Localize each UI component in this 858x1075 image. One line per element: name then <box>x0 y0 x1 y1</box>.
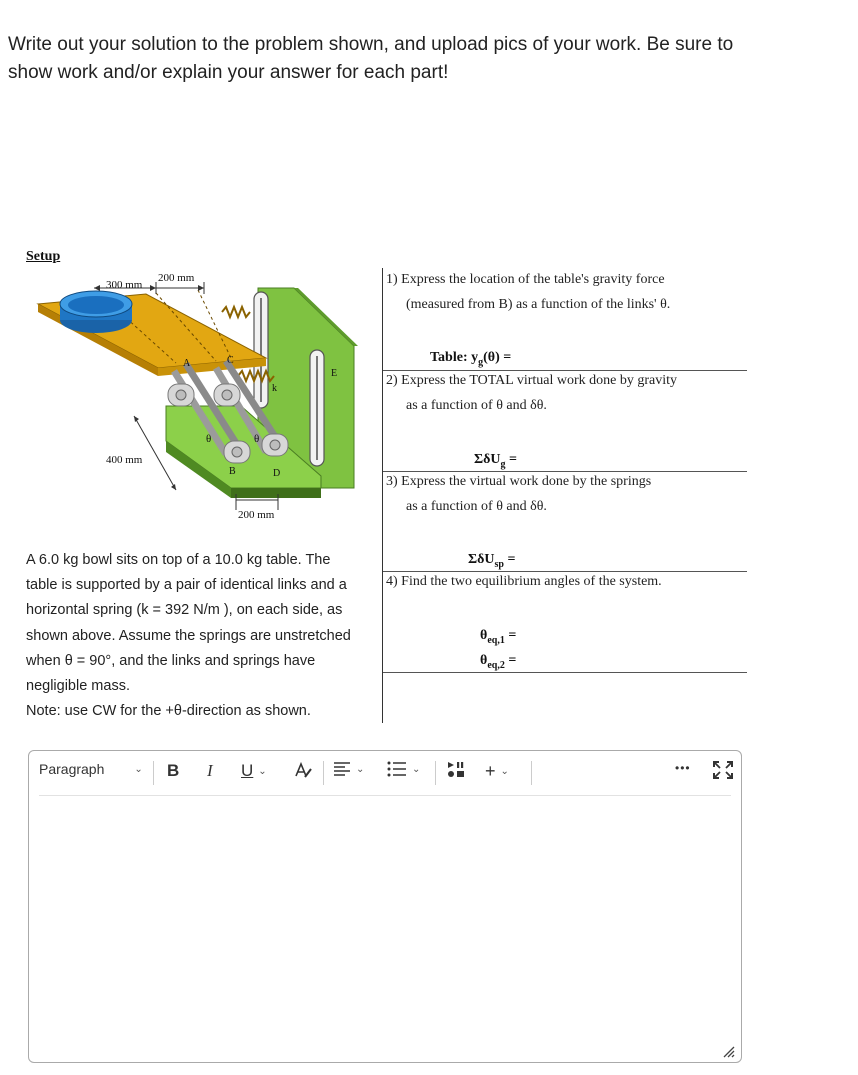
bold-button[interactable]: B <box>167 761 180 780</box>
question-1-line2: (measured from B) as a function of the links' θ. <box>406 297 671 312</box>
insert-button[interactable] <box>485 761 509 782</box>
resize-handle-icon[interactable] <box>721 1044 735 1058</box>
q3-answer-tail: = <box>507 552 516 567</box>
question-1 <box>386 272 670 313</box>
align-button[interactable] <box>333 761 364 777</box>
question-1-line1: 1) Express the location of the table's gravity force <box>386 272 665 287</box>
question-2-line2: as a function of θ and δθ. <box>406 398 547 413</box>
question-2-answer <box>474 452 517 470</box>
answer-line-1 <box>383 370 747 371</box>
question-4-line1: 4) Find the two equilibrium angles of the system. <box>386 574 662 589</box>
q3-answer-text: ΣδU <box>468 552 495 567</box>
problem-line: when θ = 90°, and the links and springs have <box>26 652 316 669</box>
problem-statement <box>26 548 376 724</box>
fullscreen-button[interactable] <box>713 761 733 779</box>
problem-line: shown above. Assume the springs are unstretched <box>26 627 351 644</box>
question-2-line1: 2) Express the TOTAL virtual work done by gravity <box>386 373 678 388</box>
question-4-answer-1 <box>480 628 516 646</box>
chevron-down-icon: ⌄ <box>412 763 421 775</box>
q4-ans2-sub: eq,2 <box>487 659 505 671</box>
text-color-icon <box>293 761 313 779</box>
label-k: k <box>272 383 277 394</box>
dim-300-label: 300 mm <box>106 279 143 291</box>
chevron-down-icon: ⌄ <box>356 763 365 775</box>
problem-line: negligible mass. <box>26 678 130 695</box>
problem-line: horizontal spring (k = 392 N/m ), on each side, as <box>26 602 343 619</box>
answer-line-2 <box>383 471 747 472</box>
setup-heading: Setup <box>26 249 61 264</box>
chevron-down-icon: ⌄ <box>258 765 267 777</box>
label-a: A <box>183 358 191 369</box>
text-color-button[interactable] <box>293 761 313 779</box>
question-panel-divider <box>382 268 383 723</box>
toolbar-divider <box>531 761 532 785</box>
label-c: C <box>227 355 234 366</box>
label-d: D <box>273 468 281 479</box>
label-e: E <box>331 368 338 379</box>
question-3-answer <box>468 552 515 570</box>
q1-answer-text: Table: y <box>430 350 479 365</box>
dim-400-label: 400 mm <box>106 454 143 466</box>
chevron-down-icon: ⌄ <box>134 763 143 775</box>
rich-text-editor <box>28 750 742 1063</box>
dim-200-bottom-label: 200 mm <box>238 509 275 521</box>
mechanism-illustration <box>26 266 366 531</box>
media-icon <box>447 761 467 779</box>
underline-label: U <box>241 761 254 780</box>
q4-ans1-tail: = <box>508 628 517 643</box>
question-2 <box>386 373 677 414</box>
q2-answer-tail: = <box>509 452 518 467</box>
label-b: B <box>229 466 236 477</box>
problem-note: Note: use CW for the +θ-direction as shown. <box>26 703 311 720</box>
editor-text-area[interactable] <box>39 803 731 1038</box>
paragraph-style-label: Paragraph <box>39 761 105 777</box>
toolbar-divider <box>435 761 436 785</box>
q3-answer-sub: sp <box>494 558 504 570</box>
list-button[interactable] <box>387 761 420 777</box>
more-options-button[interactable]: ••• <box>675 761 691 775</box>
label-theta-left: θ <box>206 433 212 445</box>
mechanism-figure <box>26 266 366 531</box>
align-left-icon <box>333 761 351 777</box>
toolbar-divider <box>153 761 154 785</box>
question-3-line2: as a function of θ and δθ. <box>406 499 547 514</box>
question-3-line1: 3) Express the virtual work done by the springs <box>386 474 652 489</box>
toolbar-separator <box>39 795 731 796</box>
q2-answer-sub: g <box>500 458 506 470</box>
underline-button[interactable] <box>241 761 267 781</box>
question-4 <box>386 574 662 590</box>
q4-ans1-sub: eq,1 <box>487 634 505 646</box>
question-1-answer <box>430 350 511 368</box>
label-theta-right: θ <box>254 433 260 445</box>
q4-ans2-tail: = <box>508 653 517 668</box>
fullscreen-icon <box>713 761 733 779</box>
question-3 <box>386 474 651 515</box>
bulleted-list-icon <box>387 761 407 777</box>
problem-line: table is supported by a pair of identical links and a <box>26 577 347 594</box>
q4-ans2-text: θ <box>480 653 488 668</box>
q2-answer-text: ΣδU <box>474 452 501 467</box>
editor-toolbar <box>29 751 741 795</box>
answer-line-3 <box>383 571 747 572</box>
problem-line: A 6.0 kg bowl sits on top of a 10.0 kg table. The <box>26 552 331 568</box>
chevron-down-icon: ⌄ <box>500 766 509 777</box>
q1-answer-tail: (θ) = <box>483 350 512 365</box>
paragraph-style-select[interactable] <box>39 761 143 777</box>
insert-media-button[interactable] <box>447 761 467 779</box>
instructions-text: Write out your solution to the problem shown, and upload pics of your work. Be sure to show work and/or explain your answer for each part! <box>8 34 734 83</box>
q1-answer-sub: g <box>478 356 484 368</box>
toolbar-divider <box>323 761 324 785</box>
q4-ans1-text: θ <box>480 628 488 643</box>
answer-line-4 <box>383 672 747 673</box>
question-4-answer-2 <box>480 653 516 671</box>
dim-200-top-label: 200 mm <box>158 272 195 284</box>
insert-label: + <box>485 761 496 781</box>
italic-button[interactable]: I <box>207 761 213 780</box>
